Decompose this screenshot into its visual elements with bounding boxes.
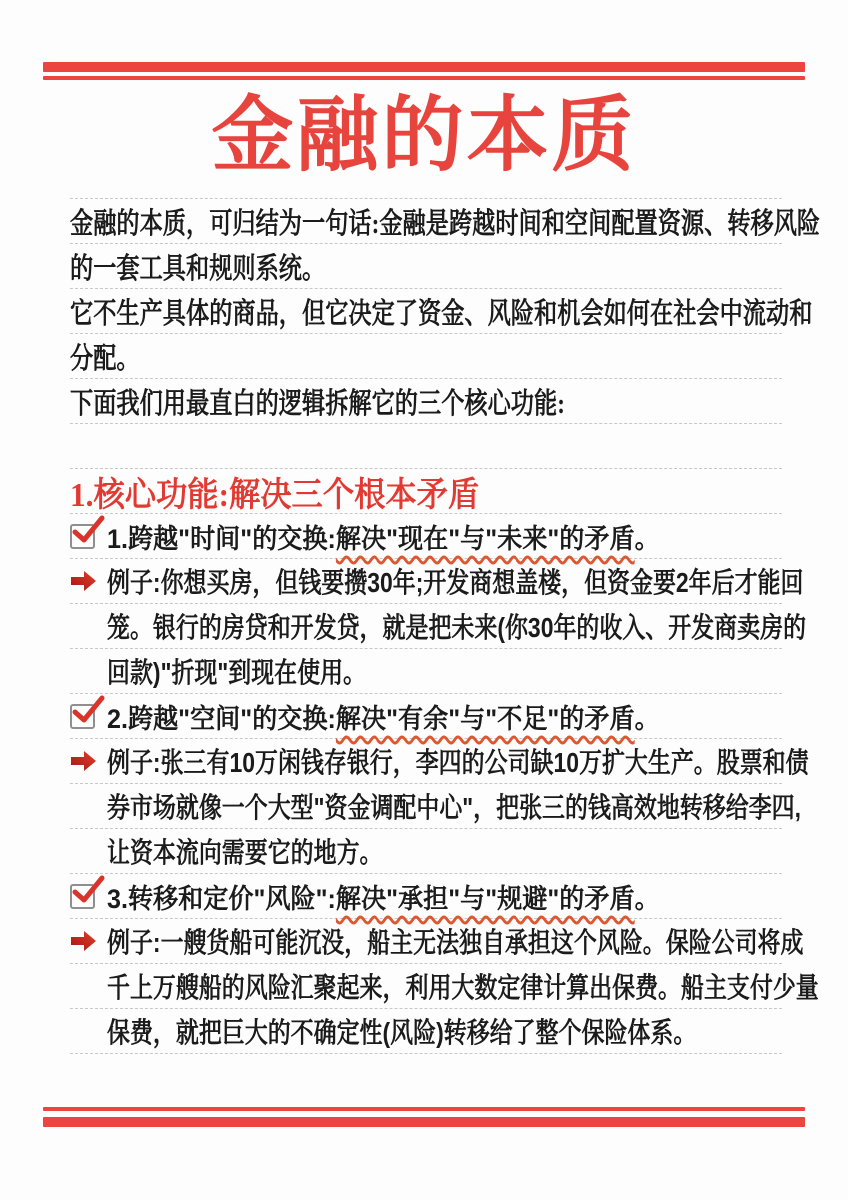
example-text: 回款)"折现"到现在使用。 (107, 657, 367, 688)
checklist-item (70, 874, 782, 919)
example-text: 保费，就把巨大的不确定性(风险)转移给了整个保险体系。 (107, 1017, 697, 1048)
example-text: 例子:你想买房，但钱要攒30年;开发商想盖楼，但资金要2年后才能回 (107, 567, 804, 598)
top-rule-thin (43, 76, 805, 80)
checkmark-glyph (70, 695, 106, 726)
intro-text: 金融的本质，可归结为一句话:金融是跨越时间和空间配置资源、转移风险 (70, 207, 821, 240)
arrow-right-icon (70, 570, 97, 592)
item-wavy-text: 解决"承担"与"规避"的矛盾 (335, 883, 635, 914)
intro-line (70, 199, 821, 244)
example-line (70, 784, 802, 829)
item-suffix: 。 (634, 523, 660, 554)
checklist-text (107, 877, 660, 916)
checkbox-checked-icon (70, 884, 95, 909)
example-text: 千上万艘船的风险汇聚起来，利用大数定律计算出保费。船主支付少量 (107, 972, 819, 1003)
arrow-right-icon (70, 930, 97, 952)
section-heading: 1.核心功能:解决三个根本矛盾 (70, 476, 480, 514)
item-prefix: 1.跨越"时间"的交换: (107, 523, 336, 554)
bottom-rule-thick (43, 1117, 805, 1127)
intro-text: 的一套工具和规则系统。 (70, 252, 326, 285)
example-text: 笼。银行的房贷和开发贷，就是把未来(你30年的收入、开发商卖房的 (107, 612, 807, 643)
example-text: 让资本流向需要它的地方。 (107, 837, 383, 868)
notebook-lines (70, 198, 821, 1054)
intro-text: 分配。 (70, 342, 140, 375)
intro-line (70, 334, 782, 379)
intro-line (70, 244, 782, 289)
item-prefix: 2.跨越"空间"的交换: (107, 703, 336, 734)
intro-line (70, 379, 782, 424)
item-suffix: 。 (634, 703, 660, 734)
item-prefix: 3.转移和定价"风险": (107, 883, 336, 914)
arrow-right-icon (70, 750, 97, 772)
intro-line (70, 289, 813, 334)
example-line (70, 649, 782, 694)
top-double-rule (43, 62, 805, 80)
example-line (70, 1009, 782, 1054)
intro-text: 下面我们用最直白的逻辑拆解它的三个核心功能: (70, 387, 565, 420)
example-line (70, 964, 819, 1009)
checklist-text (107, 517, 660, 556)
example-line (70, 829, 782, 874)
page-title: 金融的本质 (211, 90, 637, 181)
example-line (70, 739, 809, 784)
spacer-row (70, 424, 782, 469)
example-text: 例子:一艘货船可能沉没，船主无法独自承担这个风险。保险公司将成 (107, 927, 804, 958)
item-wavy-text: 解决"有余"与"不足"的矛盾 (335, 703, 635, 734)
item-suffix: 。 (634, 883, 660, 914)
item-wavy-text: 解决"现在"与"未来"的矛盾 (335, 523, 635, 554)
bottom-double-rule (43, 1107, 805, 1127)
checkmark-glyph (70, 515, 106, 546)
checkmark-glyph (70, 875, 106, 906)
top-rule-thick (43, 62, 805, 72)
checkbox-checked-icon (70, 524, 95, 549)
bottom-rule-thin (43, 1107, 805, 1111)
checklist-item (70, 694, 782, 739)
checkbox-checked-icon (70, 704, 95, 729)
checklist-text (107, 697, 660, 736)
example-line (70, 604, 807, 649)
example-text: 例子:张三有10万闲钱存银行，李四的公司缺10万扩大生产。股票和债 (107, 747, 809, 778)
example-line (70, 559, 804, 604)
section-heading-row (70, 469, 782, 514)
example-text: 券市场就像一个大型"资金调配中心"，把张三的钱高效地转移给李四, (107, 792, 802, 823)
checklist-item (70, 514, 782, 559)
intro-text: 它不生产具体的商品，但它决定了资金、风险和机会如何在社会中流动和 (70, 297, 813, 330)
example-line (70, 919, 804, 964)
